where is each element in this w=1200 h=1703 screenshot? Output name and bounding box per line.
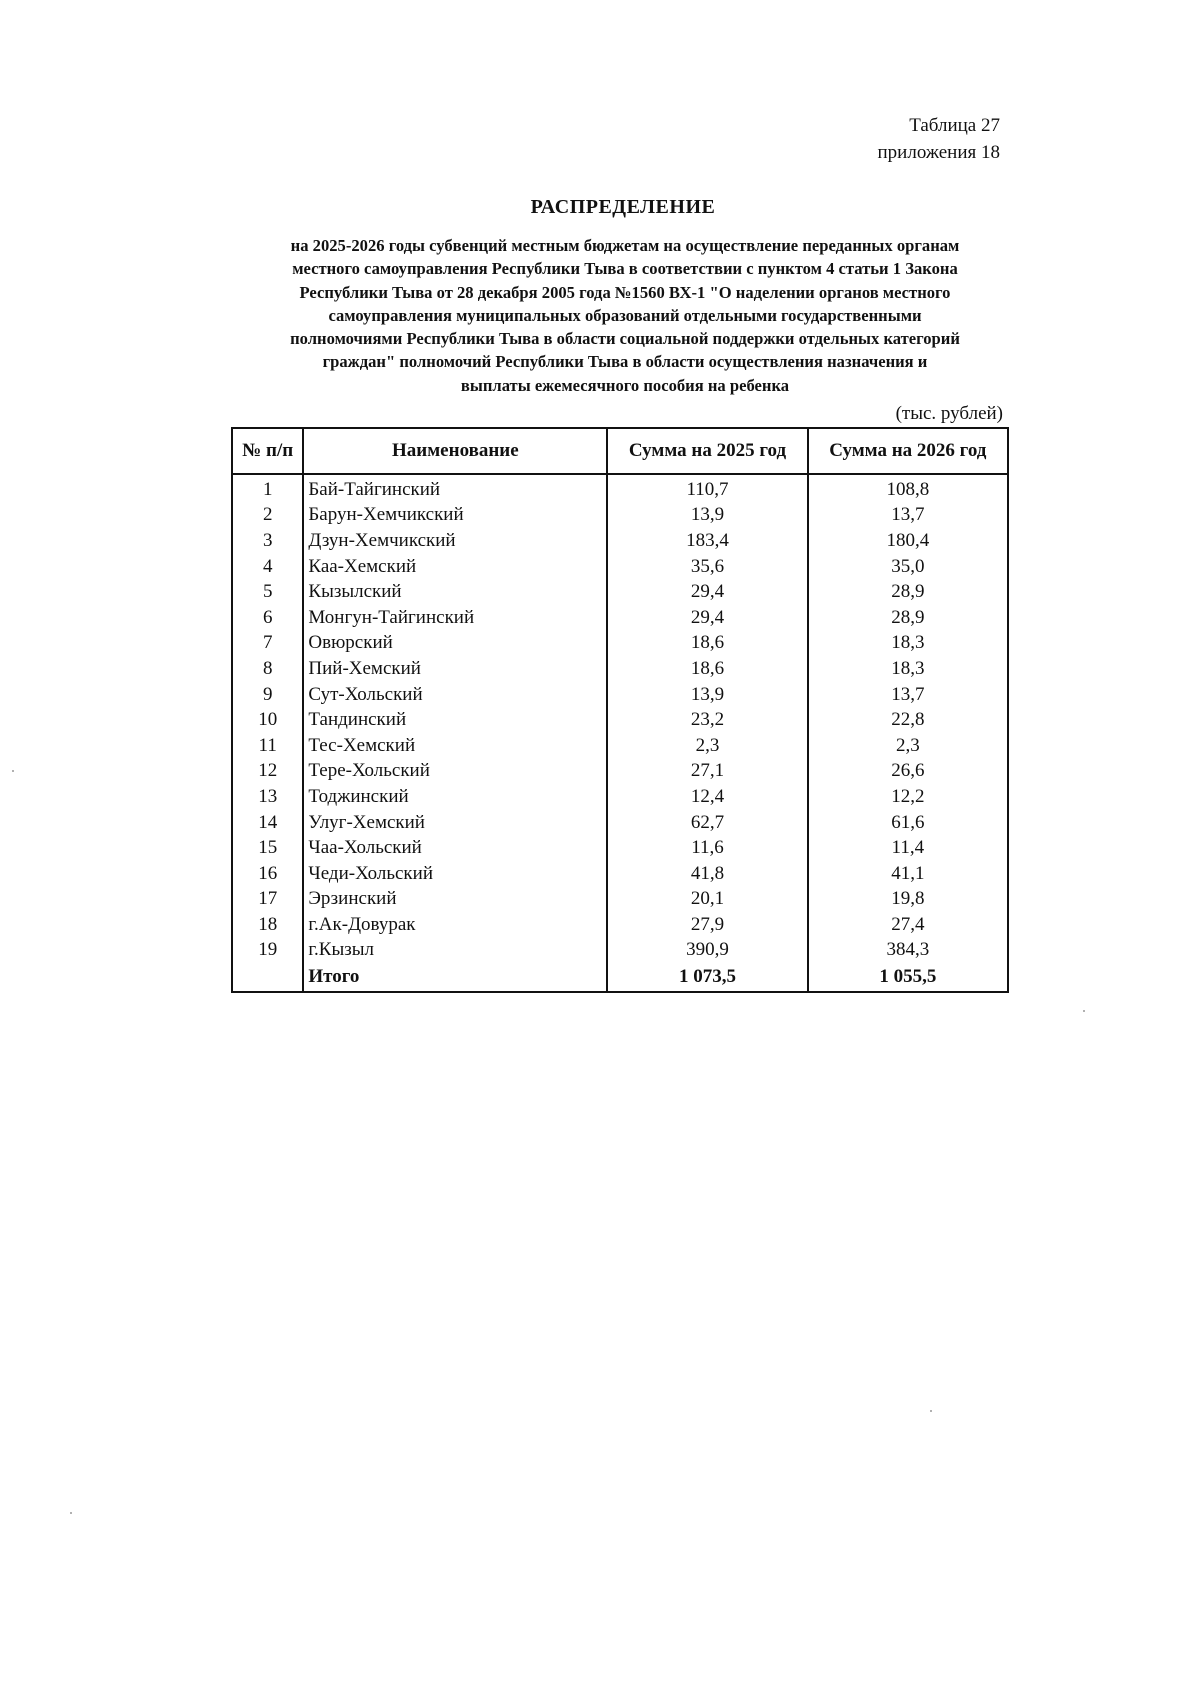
table-row bbox=[232, 656, 1008, 682]
municipality-name: Дзун-Хемчикский bbox=[303, 528, 607, 554]
row-number: 17 bbox=[232, 887, 303, 913]
municipality-name: Тере-Хольский bbox=[303, 759, 607, 785]
sum-2025: 27,9 bbox=[607, 912, 807, 938]
header-sum-2026: Сумма на 2026 год bbox=[808, 428, 1008, 474]
header-sum-2025: Сумма на 2025 год bbox=[607, 428, 807, 474]
table-body bbox=[232, 474, 1008, 992]
municipality-name: Тоджинский bbox=[303, 784, 607, 810]
document-subtitle bbox=[232, 234, 1018, 397]
row-number: 5 bbox=[232, 579, 303, 605]
sum-2026: 28,9 bbox=[808, 579, 1008, 605]
sum-2025: 183,4 bbox=[607, 528, 807, 554]
sum-2026: 108,8 bbox=[808, 474, 1008, 503]
municipality-name: Чеди-Хольский bbox=[303, 861, 607, 887]
sum-2026: 18,3 bbox=[808, 656, 1008, 682]
scan-speck bbox=[1083, 1010, 1085, 1012]
sum-2025: 2,3 bbox=[607, 733, 807, 759]
table-row bbox=[232, 474, 1008, 503]
row-number: 4 bbox=[232, 554, 303, 580]
table-row bbox=[232, 810, 1008, 836]
table-header-row bbox=[232, 428, 1008, 474]
row-number: 18 bbox=[232, 912, 303, 938]
table-row bbox=[232, 554, 1008, 580]
sum-2026: 22,8 bbox=[808, 707, 1008, 733]
sum-2025: 35,6 bbox=[607, 554, 807, 580]
total-sum-2026: 1 055,5 bbox=[808, 963, 1008, 992]
municipality-name: Кызылский bbox=[303, 579, 607, 605]
table-row bbox=[232, 912, 1008, 938]
sum-2026: 41,1 bbox=[808, 861, 1008, 887]
row-number: 7 bbox=[232, 631, 303, 657]
municipality-name: Каа-Хемский bbox=[303, 554, 607, 580]
header-name: Наименование bbox=[303, 428, 607, 474]
table-row bbox=[232, 938, 1008, 964]
sum-2025: 41,8 bbox=[607, 861, 807, 887]
total-sum-2025: 1 073,5 bbox=[607, 963, 807, 992]
appendix-label: приложения 18 bbox=[877, 142, 1000, 163]
table-row bbox=[232, 784, 1008, 810]
municipality-name: Монгун-Тайгинский bbox=[303, 605, 607, 631]
subtitle-line: Республики Тыва от 28 декабря 2005 года №1560 ВХ-1 "О наделении органов местного bbox=[299, 282, 951, 302]
row-number: 10 bbox=[232, 707, 303, 733]
row-number: 3 bbox=[232, 528, 303, 554]
row-number: 2 bbox=[232, 503, 303, 529]
table-row bbox=[232, 682, 1008, 708]
table-row bbox=[232, 759, 1008, 785]
sum-2026: 384,3 bbox=[808, 938, 1008, 964]
municipality-name: Улуг-Хемский bbox=[303, 810, 607, 836]
table-row bbox=[232, 887, 1008, 913]
total-municipality-name: Итого bbox=[303, 963, 607, 992]
sum-2025: 18,6 bbox=[607, 656, 807, 682]
sum-2025: 23,2 bbox=[607, 707, 807, 733]
sum-2025: 18,6 bbox=[607, 631, 807, 657]
sum-2025: 11,6 bbox=[607, 835, 807, 861]
table-row bbox=[232, 528, 1008, 554]
subtitle-line: местного самоуправления Республики Тыва в соответствии с пунктом 4 статьи 1 Закона bbox=[292, 259, 958, 279]
row-number: 14 bbox=[232, 810, 303, 836]
sum-2025: 13,9 bbox=[607, 682, 807, 708]
sum-2025: 20,1 bbox=[607, 887, 807, 913]
sum-2025: 27,1 bbox=[607, 759, 807, 785]
subtitle-line: выплаты ежемесячного пособия на ребенка bbox=[460, 375, 790, 395]
table-row bbox=[232, 631, 1008, 657]
sum-2025: 29,4 bbox=[607, 579, 807, 605]
sum-2025: 62,7 bbox=[607, 810, 807, 836]
sum-2026: 19,8 bbox=[808, 887, 1008, 913]
row-number: 13 bbox=[232, 784, 303, 810]
municipality-name: Тандинский bbox=[303, 707, 607, 733]
row-number: 9 bbox=[232, 682, 303, 708]
row-number: 11 bbox=[232, 733, 303, 759]
sum-2026: 26,6 bbox=[808, 759, 1008, 785]
sum-2025: 110,7 bbox=[607, 474, 807, 503]
sum-2025: 13,9 bbox=[607, 503, 807, 529]
sum-2026: 13,7 bbox=[808, 682, 1008, 708]
subtitle-line: полномочиями Республики Тыва в области социальной поддержки отдельных категорий bbox=[290, 329, 960, 349]
municipality-name: Бай-Тайгинский bbox=[303, 474, 607, 503]
row-number: 1 bbox=[232, 474, 303, 503]
table-reference bbox=[878, 112, 1000, 166]
row-number: 8 bbox=[232, 656, 303, 682]
sum-2026: 13,7 bbox=[808, 503, 1008, 529]
scan-speck bbox=[930, 1410, 932, 1412]
sum-2026: 11,4 bbox=[808, 835, 1008, 861]
document-title: РАСПРЕДЕЛЕНИЕ bbox=[530, 196, 716, 218]
table-row bbox=[232, 733, 1008, 759]
sum-2026: 2,3 bbox=[808, 733, 1008, 759]
municipality-name: Чаа-Хольский bbox=[303, 835, 607, 861]
municipality-name: Сут-Хольский bbox=[303, 682, 607, 708]
units-label: (тыс. рублей) bbox=[895, 403, 1003, 424]
total-row bbox=[232, 963, 1008, 992]
municipality-name: г.Кызыл bbox=[303, 938, 607, 964]
sum-2026: 12,2 bbox=[808, 784, 1008, 810]
sum-2026: 35,0 bbox=[808, 554, 1008, 580]
total-row-number bbox=[232, 963, 303, 992]
sum-2026: 28,9 bbox=[808, 605, 1008, 631]
row-number: 16 bbox=[232, 861, 303, 887]
distribution-table bbox=[231, 427, 1009, 993]
table-row bbox=[232, 835, 1008, 861]
subtitle-line: на 2025-2026 годы субвенций местным бюджетам на осуществление переданных органам bbox=[290, 236, 960, 255]
scan-speck bbox=[70, 1512, 72, 1514]
table-row bbox=[232, 605, 1008, 631]
sum-2025: 29,4 bbox=[607, 605, 807, 631]
sum-2026: 27,4 bbox=[808, 912, 1008, 938]
subtitle-line: самоуправления муниципальных образований отдельными государственными bbox=[328, 305, 922, 325]
table-row bbox=[232, 861, 1008, 887]
municipality-name: Овюрский bbox=[303, 631, 607, 657]
row-number: 19 bbox=[232, 938, 303, 964]
sum-2025: 12,4 bbox=[607, 784, 807, 810]
sum-2026: 180,4 bbox=[808, 528, 1008, 554]
table-row bbox=[232, 579, 1008, 605]
municipality-name: Эрзинский bbox=[303, 887, 607, 913]
row-number: 15 bbox=[232, 835, 303, 861]
sum-2025: 390,9 bbox=[607, 938, 807, 964]
table-row bbox=[232, 503, 1008, 529]
municipality-name: Барун-Хемчикский bbox=[303, 503, 607, 529]
row-number: 12 bbox=[232, 759, 303, 785]
sum-2026: 18,3 bbox=[808, 631, 1008, 657]
sum-2026: 61,6 bbox=[808, 810, 1008, 836]
municipality-name: г.Ак-Довурак bbox=[303, 912, 607, 938]
row-number: 6 bbox=[232, 605, 303, 631]
subtitle-line: граждан" полномочий Республики Тыва в области осуществления назначения и bbox=[322, 352, 928, 372]
table-label: Таблица 27 bbox=[909, 115, 1000, 136]
table-row bbox=[232, 707, 1008, 733]
municipality-name: Пий-Хемский bbox=[303, 656, 607, 682]
header-number: № п/п bbox=[232, 428, 303, 474]
scan-speck bbox=[12, 770, 14, 772]
municipality-name: Тес-Хемский bbox=[303, 733, 607, 759]
